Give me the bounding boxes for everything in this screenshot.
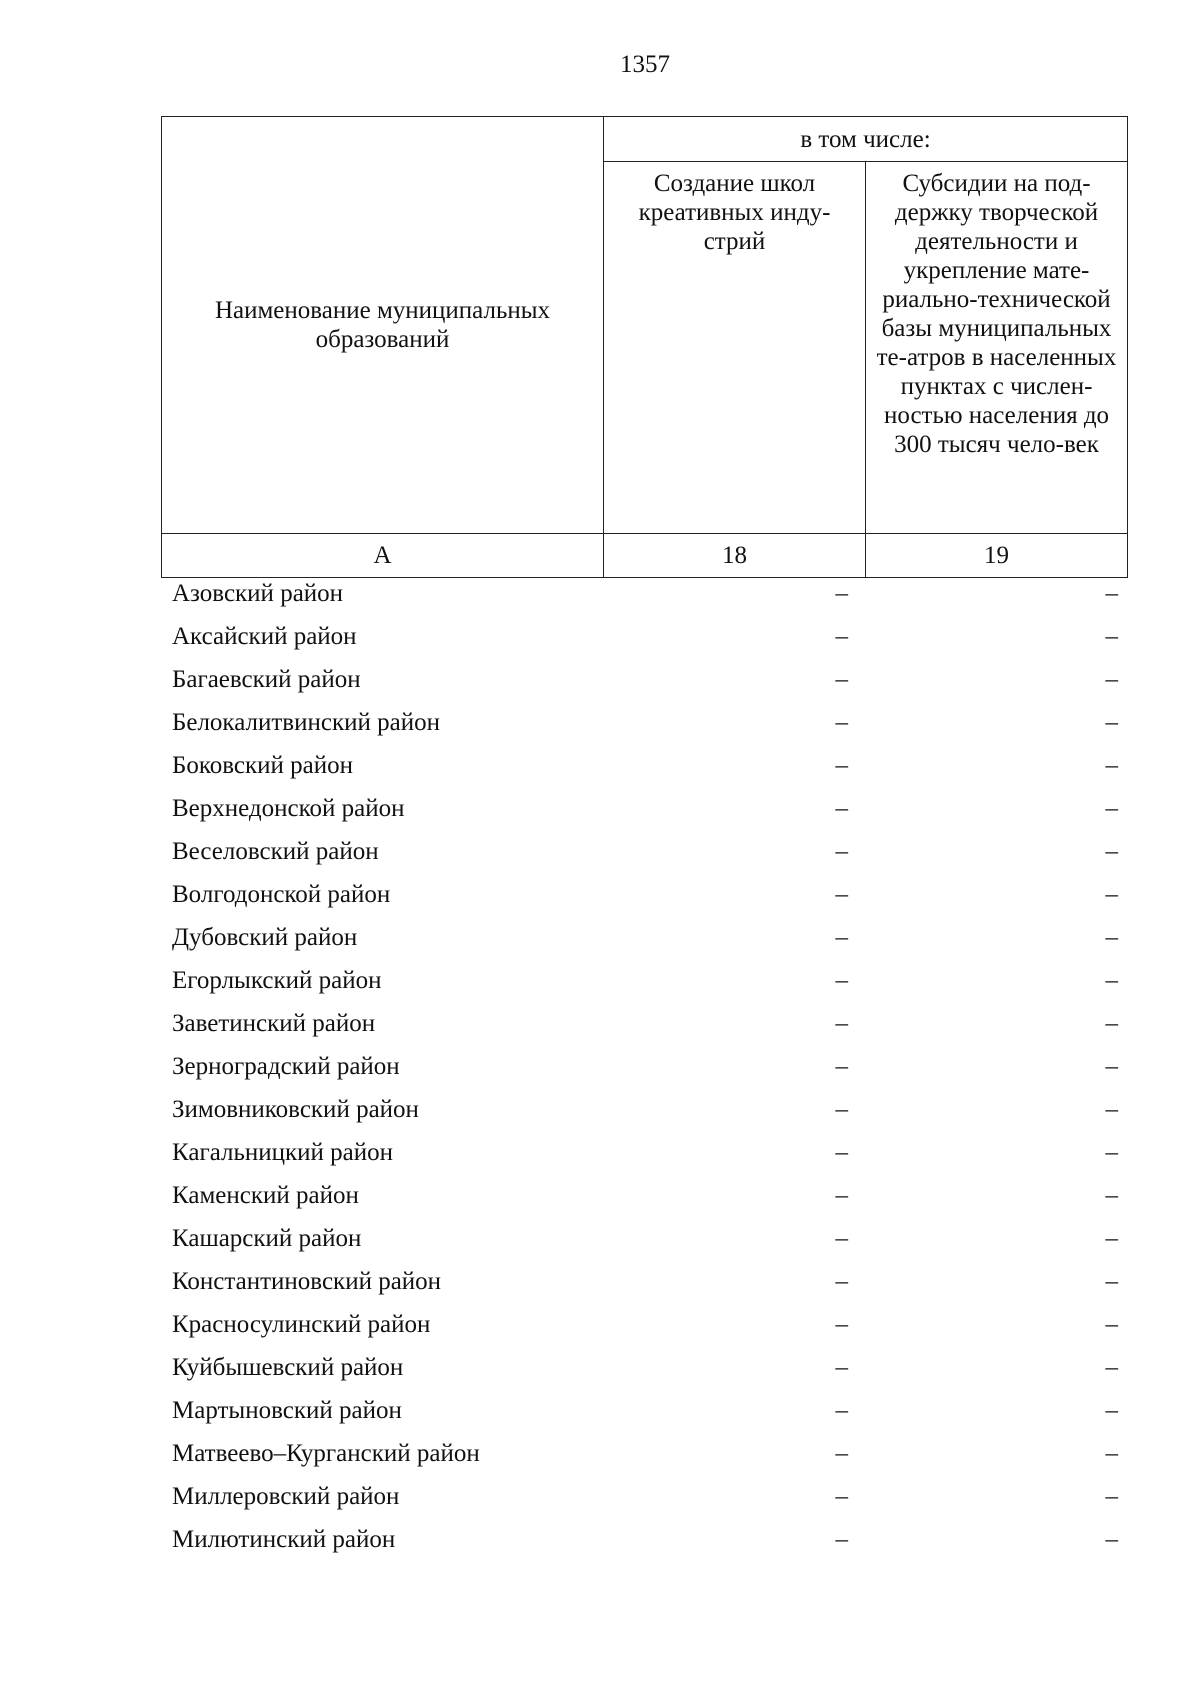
page-number: 1357 (620, 51, 670, 78)
value-col-19: – (1105, 967, 1118, 994)
value-col-19: – (1105, 1311, 1118, 1338)
header-col-18-text: Создание школ креативных инду-стрий (638, 170, 831, 255)
table-row: Красносулинский район – – (161, 1303, 1128, 1346)
index-cell-18: 18 (604, 534, 866, 578)
value-col-19: – (1105, 1268, 1118, 1295)
value-col-19: – (1105, 1096, 1118, 1123)
municipality-name: Аксайский район (172, 623, 357, 650)
table-row: Каменский район – – (161, 1174, 1128, 1217)
table-row: Багаевский район – – (161, 658, 1128, 701)
municipality-name: Дубовский район (172, 924, 358, 951)
municipality-name: Белокалитвинский район (172, 709, 440, 736)
table-row: Веселовский район – – (161, 830, 1128, 873)
table-row: Зерноградский район – – (161, 1045, 1128, 1088)
municipality-name: Кагальницкий район (172, 1139, 394, 1166)
table-row: Куйбышевский район – – (161, 1346, 1128, 1389)
value-col-19: – (1105, 1139, 1118, 1166)
index-cell-19: 19 (866, 534, 1128, 578)
municipality-name: Зимовниковский район (172, 1096, 419, 1123)
value-col-19: – (1105, 580, 1118, 607)
value-col-19: – (1105, 1483, 1118, 1510)
table-row: Константиновский район – – (161, 1260, 1128, 1303)
table-body (161, 572, 1128, 1561)
table-row: Белокалитвинский район – – (161, 701, 1128, 744)
municipality-name: Кашарский район (172, 1225, 362, 1252)
value-col-19: – (1105, 623, 1118, 650)
table-row: Мартыновский район – – (161, 1389, 1128, 1432)
municipality-name: Азовский район (172, 580, 344, 607)
municipality-name: Константиновский район (172, 1268, 442, 1295)
table-row: Верхнедонской район – – (161, 787, 1128, 830)
table-row: Кагальницкий район – – (161, 1131, 1128, 1174)
value-col-19: – (1105, 924, 1118, 951)
value-col-19: – (1105, 1526, 1118, 1553)
table-row: Заветинский район – – (161, 1002, 1128, 1045)
value-col-19: – (1105, 1225, 1118, 1252)
value-col-19: – (1105, 795, 1118, 822)
table-row: Боковский район – – (161, 744, 1128, 787)
value-col-19: – (1105, 1010, 1118, 1037)
value-col-19: – (1105, 752, 1118, 779)
index-row (162, 534, 1128, 578)
table-header (161, 116, 1128, 578)
value-col-19: – (1105, 1397, 1118, 1424)
municipality-name: Миллеровский район (172, 1483, 400, 1510)
value-col-19: – (1105, 1440, 1118, 1467)
value-col-19: – (1105, 1053, 1118, 1080)
header-municipality-name (162, 117, 604, 534)
table-row: Миллеровский район – – (161, 1475, 1128, 1518)
table-row: Милютинский район – – (161, 1518, 1128, 1561)
table-row: Волгодонской район – – (161, 873, 1128, 916)
header-group-including: в том числе: (604, 117, 1128, 162)
municipality-name: Веселовский район (172, 838, 379, 865)
municipality-name: Зерноградский район (172, 1053, 400, 1080)
header-col-18 (604, 162, 866, 534)
municipality-name: Волгодонской район (172, 881, 391, 908)
municipality-name: Егорлыкский район (172, 967, 382, 994)
municipality-name: Мартыновский район (172, 1397, 402, 1424)
municipality-name: Милютинский район (172, 1526, 396, 1553)
table-row: Дубовский район – – (161, 916, 1128, 959)
table-row: Зимовниковский район – – (161, 1088, 1128, 1131)
municipality-name: Боковский район (172, 752, 353, 779)
value-col-19: – (1105, 838, 1118, 865)
value-col-19: – (1105, 666, 1118, 693)
header-col-19 (866, 162, 1128, 534)
header-municipality-name-text: Наименование муниципальных образований (214, 297, 551, 353)
table-row: Азовский район – – (161, 572, 1128, 615)
table-row: Аксайский район – – (161, 615, 1128, 658)
table-row: Егорлыкский район – – (161, 959, 1128, 1002)
value-col-19: – (1105, 709, 1118, 736)
municipality-name: Каменский район (172, 1182, 359, 1209)
value-col-19: – (1105, 1182, 1118, 1209)
table-row: Матвеево–Курганский район – – (161, 1432, 1128, 1475)
municipality-name: Багаевский район (172, 666, 361, 693)
municipality-name: Красносулинский район (172, 1311, 431, 1338)
value-col-19: – (1105, 1354, 1118, 1381)
value-col-19: – (1105, 881, 1118, 908)
municipality-name: Куйбышевский район (172, 1354, 404, 1381)
municipality-name: Верхнедонской район (172, 795, 405, 822)
table-row: Кашарский район – – (161, 1217, 1128, 1260)
municipality-name: Заветинский район (172, 1010, 376, 1037)
header-col-19-text: Субсидии на под-держку творческой деятельности и укрепление мате-риально-технической базы муниципальных те-атров в населенных пунктах с числен-ностью населения до 300 тысяч чело-век (876, 170, 1117, 458)
municipality-name: Матвеево–Курганский район (172, 1440, 480, 1467)
index-cell-a: А (162, 534, 604, 578)
